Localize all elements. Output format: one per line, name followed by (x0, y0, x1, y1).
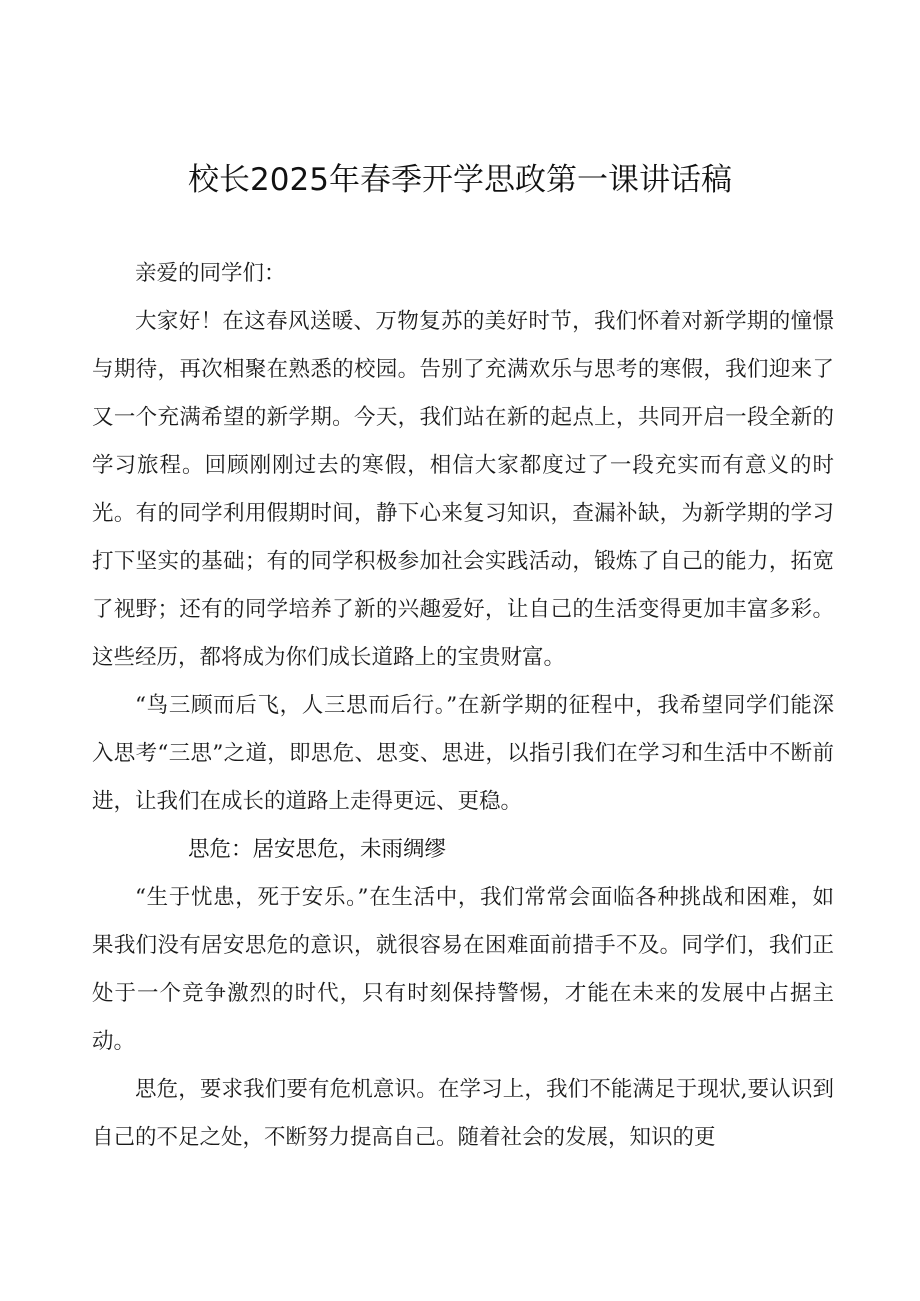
body-paragraph: 思危，要求我们要有危机意识。在学习上，我们不能满足于现状,要认识到自己的不足之处，不断努力提高自己。随着社会的发展，知识的更 (92, 1077, 834, 1150)
document-body (92, 250, 834, 1162)
body-paragraph: “生于忧患，死于安乐。”在生活中，我们常常会面临各种挑战和困难，如果我们没有居安思危的意识，就很容易在困难面前措手不及。同学们，我们正处于一个竞争激烈的时代，只有时刻保持警惕，才能在未来的发展中占据主动。 (92, 885, 834, 1054)
body-paragraph: “鸟三顾而后飞，人三思而后行。”在新学期的征程中，我希望同学们能深入思考“三思”之道，即思危、思变、思进，以指引我们在学习和生活中不断前进，让我们在成长的道路上走得更远、更稳。 (92, 693, 834, 814)
section-heading: 思危：居安思危，未雨绸缪 (188, 837, 447, 862)
body-paragraph: 大家好！在这春风送暖、万物复苏的美好时节，我们怀着对新学期的憧憬与期待，再次相聚在熟悉的校园。告别了充满欢乐与思考的寒假，我们迎来了又一个充满希望的新学期。今天，我们站在新的起点上，共同开启一段全新的学习旅程。回顾刚刚过去的寒假，相信大家都度过了一段充实而有意义的时光。有的同学利用假期时间，静下心来复习知识，查漏补缺，为新学期的学习打下坚实的基础；有的同学积极参加社会实践活动，锻炼了自己的能力，拓宽了视野；还有的同学培养了新的兴趣爱好，让自己的生活变得更加丰富多彩。这些经历，都将成为你们成长道路上的宝贵财富。 (92, 309, 834, 670)
greeting-line: 亲爱的同学们： (135, 261, 286, 286)
document-title: 校长2025年春季开学思政第一课讲话稿 (188, 162, 732, 198)
